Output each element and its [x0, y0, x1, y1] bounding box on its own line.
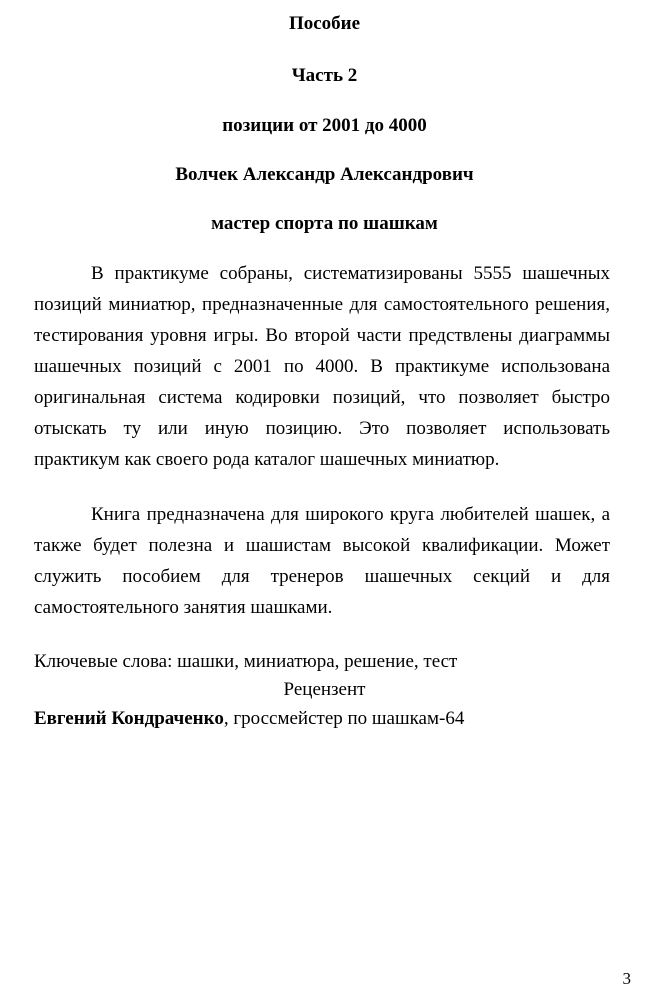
reviewer-label: Рецензент	[283, 679, 366, 700]
abstract-text-2: Книга предназначена для широкого круга любителей шашек, а также будет полезна и шашистам высокой квалификации. Может служить пособием для тренеров шашечных секций и для самостоятельного занятия шашками.	[34, 504, 610, 618]
part-label: Часть 2	[291, 65, 358, 86]
position-range: позиции от 2001 до 4000	[222, 115, 427, 136]
author-rank: мастер спорта по шашкам	[211, 213, 438, 234]
reviewer-title: , гроссмейстер по шашкам-64	[223, 708, 465, 729]
reviewer-name: Евгений Кондраченко	[34, 708, 224, 729]
page-number: 3	[622, 969, 631, 988]
book-title: Пособие	[288, 13, 361, 34]
reviewer-line	[34, 705, 464, 733]
abstract-text-1: В практикуме собраны, систематизированы 5555 шашечных позиций миниатюр, предназначенные для самостоятельного решения, тестирования уровня игры. Во второй части предствлены диаграммы шашечных позиций с 2001 по 4000. В практикуме использована оригинальная система кодировки позиций, что позволяет быстро отыскать ту или иную позицию. Это позволяет использовать практикум как своего рода каталог шашечных миниатюр.	[34, 263, 610, 470]
author-name: Волчек Александр Александрович	[175, 164, 474, 185]
keywords-line: Ключевые слова: шашки, миниатюра, решение, тест	[34, 651, 458, 672]
abstract-paragraph-2	[34, 499, 610, 623]
abstract-paragraph-1	[34, 258, 610, 475]
